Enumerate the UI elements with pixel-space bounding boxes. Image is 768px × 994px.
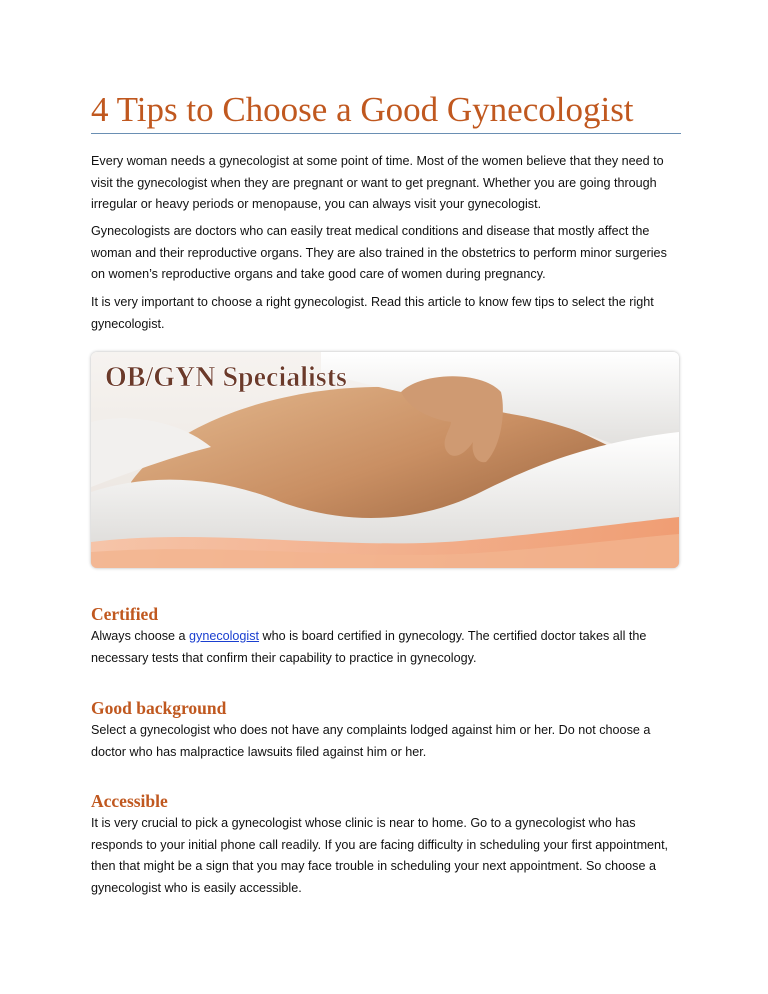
section-text-after-link: who is board certified in gynecology. The certified doctor takes all the necessary tests that confirm their capability to practice in gynecology. <box>91 629 647 665</box>
section-text-certified <box>91 626 681 669</box>
hero-image <box>91 352 679 568</box>
gynecologist-link[interactable]: gynecologist <box>189 629 260 643</box>
section-text-before-link: Always choose a <box>91 629 190 643</box>
section-text-good-background: Select a gynecologist who does not have any complaints lodged against him or her. Do not choose a doctor who has malpractice lawsuits filed against him or her. <box>91 723 651 759</box>
section-heading-good-background: Good background <box>91 698 227 718</box>
page-title: 4 Tips to Choose a Good Gynecologist <box>91 90 634 129</box>
banner-text: OB/GYN Specialists <box>105 362 347 393</box>
intro-paragraph-3: It is very important to choose a right gynecologist. Read this article to know few tips to select the right gynecologist. <box>91 295 654 331</box>
obgyn-banner-illustration <box>91 352 679 568</box>
section-heading-certified: Certified <box>91 604 159 624</box>
intro-paragraph-1: Every woman needs a gynecologist at some point of time. Most of the women believe that they need to visit the gynecologist when they are pregnant or want to get pregnant. Whether you are going through irregular or heavy periods or menopause, you can always visit your gynecologist. <box>91 154 664 211</box>
title-underline <box>91 133 681 134</box>
intro-paragraph-2: Gynecologists are doctors who can easily treat medical conditions and disease that mostly affect the woman and their reproductive organs. They are also trained in the obstetrics to perform minor surgeries on women’s reproductive organs and take good care of women during pregnancy. <box>91 224 667 281</box>
section-text-accessible: It is very crucial to pick a gynecologist whose clinic is near to home. Go to a gynecologist who has responds to your initial phone call readily. If you are facing difficulty in scheduling your first appointment, then that might be a sign that you may face trouble in scheduling your next appointment. So choose a gynecologist who is easily accessible. <box>91 816 669 895</box>
section-heading-accessible: Accessible <box>91 791 168 811</box>
